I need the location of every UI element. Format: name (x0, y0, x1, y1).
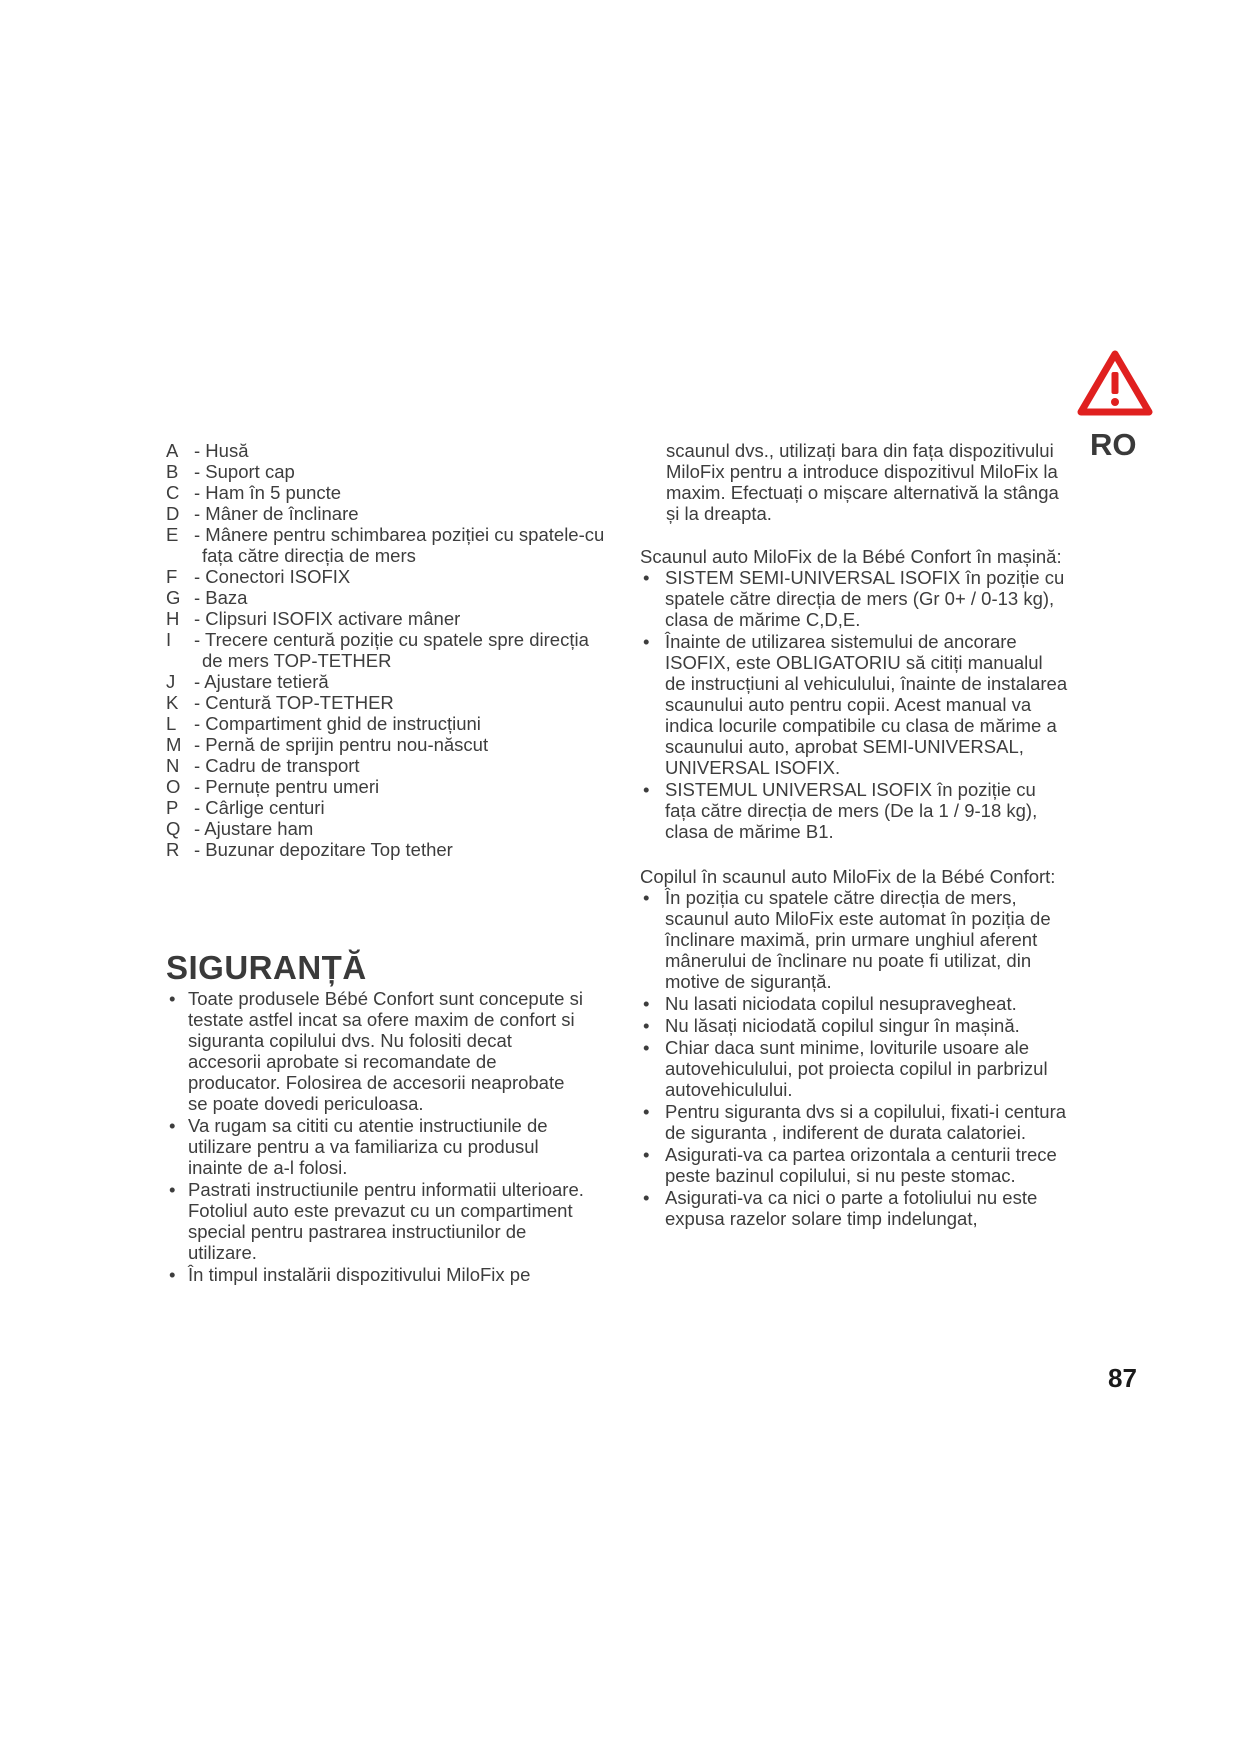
legend-letter: M (166, 734, 182, 755)
legend-letter: P (166, 797, 179, 818)
legend-item (166, 713, 606, 734)
legend-text: - Husă (194, 440, 249, 461)
legend-item (166, 608, 606, 629)
legend-text: - Cârlige centuri (194, 797, 325, 818)
page-number: 87 (1108, 1363, 1137, 1393)
list-item: • Înainte de utilizarea sistemului de ancorare ISOFIX, este OBLIGATORIU să citiți manualul de instrucțiuni al vehiculului, înainte de instalarea scaunului auto pentru copii. Acest manual va indica locurile compatibile cu clasa de mărime a scaunului auto, aprobat SEMI-UNIVERSAL, UNIVERSAL ISOFIX. (640, 631, 1068, 778)
list-item: • Asigurati-va ca partea orizontala a centurii trece peste bazinul copilului, si nu peste stomac. (640, 1144, 1068, 1186)
legend-item (166, 755, 606, 776)
legend-text: - Cadru de transport (194, 755, 360, 776)
legend-text: - Conectori ISOFIX (194, 566, 351, 587)
legend-letter: N (166, 755, 180, 776)
legend-text: - Pernă de sprijin pentru nou-născut (194, 734, 489, 755)
legend-item (166, 482, 606, 503)
list-item: • Pastrati instructiunile pentru informatii ulterioare. Fotoliul auto este prevazut cu un compartiment special pentru pastrarea instructiunilor de utilizare. (166, 1179, 586, 1263)
legend-text: - Pernuțe pentru umeri (194, 776, 380, 797)
list-item: • În poziția cu spatele către direcția de mers, scaunul auto MiloFix este automat în poziția de înclinare maximă, prin urmare unghiul aferent mânerului de înclinare nu poate fi utilizat, din motive de siguranță. (640, 887, 1068, 992)
legend-text: - Centură TOP-TETHER (194, 692, 394, 713)
legend-item (166, 587, 606, 608)
list-item: • SISTEMUL UNIVERSAL ISOFIX în poziție cu fața către direcția de mers (De la 1 / 9-18 kg), clasa de mărime B1. (640, 779, 1068, 842)
legend-item (166, 461, 606, 482)
legend-text: - Ham în 5 puncte (194, 482, 342, 503)
legend-letter: A (166, 440, 179, 461)
section-heading-child: Copilul în scaunul auto MiloFix de la Bébé Confort: (640, 866, 1056, 887)
warning-triangle-icon (1075, 348, 1155, 420)
legend-item (166, 797, 606, 818)
legend-text: - Suport cap (194, 461, 295, 482)
legend-letter: J (166, 671, 176, 692)
legend-text: - Ajustare ham (194, 818, 314, 839)
legend-item (166, 566, 606, 587)
legend-item (166, 818, 606, 839)
legend-item (166, 629, 606, 671)
legend-letter: E (166, 524, 179, 545)
legend-text: - Trecere centură poziție cu spatele spre direcția de mers TOP-TETHER (194, 629, 589, 671)
legend-text: - Clipsuri ISOFIX activare mâner (194, 608, 461, 629)
legend-letter: H (166, 608, 180, 629)
legend-letter: D (166, 503, 180, 524)
legend-item (166, 440, 606, 461)
car-installation-list (640, 567, 1068, 842)
legend-text: - Mâner de înclinare (194, 503, 359, 524)
legend-item (166, 524, 606, 566)
safety-list (166, 988, 586, 1286)
legend-item (166, 503, 606, 524)
legend-letter: Q (166, 818, 181, 839)
legend-item (166, 776, 606, 797)
legend-text: - Compartiment ghid de instrucțiuni (194, 713, 481, 734)
legend-letter: R (166, 839, 180, 860)
language-code: RO (1090, 427, 1137, 462)
list-item: • Toate produsele Bébé Confort sunt concepute si testate astfel incat sa ofere maxim de confort si siguranta copilului dvs. Nu folositi decat accesorii aprobate si recomandate de producator. Folosirea de accesorii neaprobate se poate dovedi periculoasa. (166, 988, 586, 1114)
legend-item (166, 734, 606, 755)
legend-item (166, 671, 606, 692)
section-heading-car: Scaunul auto MiloFix de la Bébé Confort în mașină: (640, 546, 1062, 567)
legend-text: - Mânere pentru schimbarea poziției cu spatele-cu fața către direcția de mers (194, 524, 605, 566)
legend-letter: F (166, 566, 178, 587)
legend-letter: L (166, 713, 177, 734)
list-item: • SISTEM SEMI-UNIVERSAL ISOFIX în poziție cu spatele către direcția de mers (Gr 0+ / 0-13 kg), clasa de mărime C,D,E. (640, 567, 1068, 630)
right-column (640, 440, 1068, 1253)
list-item: • Va rugam sa cititi cu atentie instructiunile de utilizare pentru a va familiariza cu produsul inainte de a-l folosi. (166, 1115, 586, 1178)
list-item: • Nu lăsați niciodată copilul singur în mașină. (640, 1015, 1068, 1036)
legend-item (166, 839, 606, 860)
list-item: • Asigurati-va ca nici o parte a fotoliului nu este expusa razelor solare timp indelungat, (640, 1187, 1068, 1229)
legend-letter: C (166, 482, 180, 503)
legend-letter: K (166, 692, 179, 713)
list-item: • În timpul instalării dispozitivului MiloFix pe (166, 1264, 586, 1285)
legend-text: - Baza (194, 587, 248, 608)
legend-letter: I (166, 629, 172, 650)
list-item: • Chiar daca sunt minime, loviturile usoare ale autovehiculului, pot proiecta copilul in parbrizul autovehiculului. (640, 1037, 1068, 1100)
component-legend (166, 440, 606, 860)
continued-paragraph: scaunul dvs., utilizați bara din fața dispozitivului MiloFix pentru a introduce dispozitivul MiloFix la maxim. Efectuați o mișcare alternativă la stânga și la dreapta. (666, 440, 1059, 524)
legend-text: - Buzunar depozitare Top tether (194, 839, 453, 860)
legend-text: - Ajustare tetieră (194, 671, 329, 692)
legend-letter: B (166, 461, 179, 482)
legend-letter: O (166, 776, 181, 797)
safety-heading: SIGURANȚĂ (166, 949, 367, 986)
list-item: • Nu lasati niciodata copilul nesupravegheat. (640, 993, 1068, 1014)
child-safety-list (640, 887, 1068, 1229)
list-item: • Pentru siguranta dvs si a copilului, fixati-i centura de siguranta , indiferent de durata calatoriei. (640, 1101, 1068, 1143)
legend-item (166, 692, 606, 713)
legend-letter: G (166, 587, 181, 608)
